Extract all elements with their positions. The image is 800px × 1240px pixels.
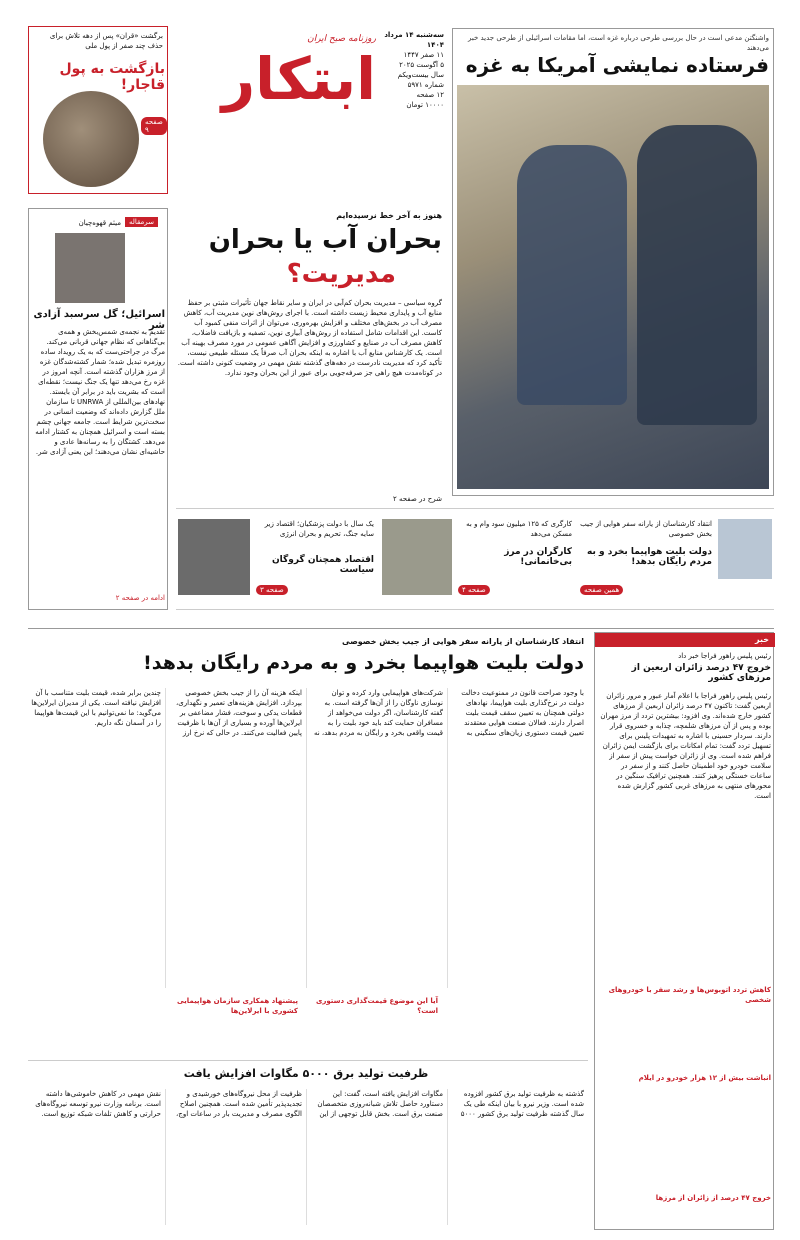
teaser-workers-text: کارگری که ۱۲۵ میلیون سود وام و به مسکن می‌دهد: [466, 520, 572, 538]
electricity-article: [28, 1060, 588, 1231]
year-label: سال بیست‌ویکم: [397, 71, 444, 79]
editorial-column[interactable]: [28, 208, 168, 610]
news-body-cont: [599, 999, 771, 1069]
teaser-economy[interactable]: [176, 515, 376, 603]
news-label: خبر: [595, 633, 775, 647]
teaser-flight[interactable]: [580, 515, 774, 603]
column-label: سرمقاله: [125, 217, 158, 227]
flight-highlight: آیا این موضوع قیمت‌گذاری دستوری است؟: [315, 997, 438, 1015]
author-photo: [55, 233, 125, 303]
teaser-workers[interactable]: [382, 515, 576, 603]
teaser-flight-headline: دولت بلیت هواپیما بخرد و به مردم رایگان بدهد!: [587, 547, 712, 567]
water-story: [176, 210, 446, 510]
issue-number: شماره ۵۹۷۱: [407, 81, 444, 89]
person-left: [517, 145, 627, 405]
person-right: [637, 125, 757, 425]
flight-kicker: انتقاد کارشناسان از یارانه سفر هوایی از جیب بخش خصوصی: [341, 637, 584, 646]
electricity-body: گذشته به ظرفیت تولید برق کشور افزوده شده است. وزیر نیرو با بیان اینکه طی یک سال گذشته ظرفیت تولید برق کشور ۵۰۰۰ مگاوات افزایش یافته است، گفت: این دستاورد حاصل تلاش شبانه‌روزی متخصصان صنعت برق است. بخش قابل توجهی از این ظرفیت از محل نیروگاه‌های خورشیدی و تجدیدپذیر تأمین شده است. همچنین اصلاح الگوی مصرف و مدیریت بار در ساعات اوج، نقش مهمی در کاهش خاموشی‌ها داشته است. برنامه وزارت نیرو توسعه نیروگاه‌های حرارتی و کاهش تلفات شبکه توزیع است.: [35, 1090, 584, 1118]
teaser-flight-page[interactable]: همین صفحه: [580, 585, 623, 595]
teaser-economy-image: [178, 519, 250, 595]
news-body: رئیس پلیس راهور فراجا با اعلام آمار عبور و مرور زائران اربعین گفت: تاکنون ۴۷ درصد زائران اربعین از مرزهای کشور خارج شده‌اند. وی افزود: بیشترین تردد از مرز مهران بوده و پس از آن مرزهای شلمچه، چذابه و خسروی قرار دارند. سردار حسینی با اشاره به تمهیدات پلیس برای تسهیل تردد گفت: تمام امکانات برای بازگشت ایمن زائران فراهم شده است. وی از زائران خواست پیش از سفر از سلامت خودرو خود اطمینان حاصل کنند و از سفر در ساعات خستگی پرهیز کنند. همچنین ترافیک سنگین در محورهای منتهی به مرزهای غربی کشور گزارش شده است.: [600, 692, 771, 800]
news-sub-3: خروج ۴۷ درصد از زائران از مرزها: [655, 1194, 771, 1202]
teaser-economy-text: یک سال با دولت پزشکیان؛ اقتصاد زیر سایه جنگ، تحریم و بحران انرژی: [264, 520, 374, 538]
teaser-flight-text: انتقاد کارشناسان از یارانه سفر هوایی از جیب بخش خصوصی: [580, 520, 712, 538]
column-author: میثم قهوه‌چیان: [78, 219, 121, 227]
flight-body: با وجود صراحت قانون در ممنوعیت دخالت دولت در نرخ‌گذاری بلیت هواپیما، نهادهای دولتی همچنان به تعیین سقف قیمت بلیت اصرار دارند. فعالان صنعت هوایی معتقدند تعیین قیمت دستوری زیان‌های سنگینی به شرکت‌های هواپیمایی وارد کرده و توان نوسازی ناوگان را از آن‌ها گرفته است. به گفته کارشناسان، اگر دولت می‌خواهد از مسافران حمایت کند باید خود بلیت را به قیمت واقعی بخرد و رایگان به مردم بدهد، نه اینکه هزینه آن را از جیب بخش خصوصی بپردازد. افزایش هزینه‌های تعمیر و نگهداری، قطعات یدکی و سوخت، فشار مضاعفی بر ایرلاین‌ها آورده و بسیاری از آن‌ها با ظرفیت پایین فعالیت می‌کنند. در حالی که نرخ ارز چندین برابر شده، قیمت بلیت متناسب با آن افزایش نیافته است. یکی از مدیران ایرلاین‌ها می‌گوید: ما نمی‌توانیم با این قیمت‌ها هواپیما را در آسمان نگه داریم.: [31, 689, 584, 737]
water-body: گروه سیاسی – مدیریت بحران کم‌آبی در ایران و سایر نقاط جهان تأثیرات مثبتی بر حفظ منابع آب و پایداری محیط زیست داشته است. با اجرای روش‌های نوین مدیریت آب، کاهش مصرف آب در بخش‌های مختلف و افزایش بهره‌وری، می‌توان از اثرات منفی کمبود آب کاست. این اقدامات شامل استفاده از روش‌های آبیاری نوین، تصفیه و بازیافت فاضلاب، کاهش مصرف آب در صنایع و کشاورزی و افزایش آگاهی عمومی در مورد مصرف بهینه آب است. یک کارشناس منابع آب با اشاره به اینکه بحران آب صرفاً یک مسئله طبیعی نیست، تأکید کرد که مدیریت نادرست در دهه‌های گذشته نقش مهمی در وضعیت کنونی داشته است. در کوتاه‌مدت هیچ راهی جز صرفه‌جویی برای عبور از این بحران وجود ندارد.: [177, 299, 442, 377]
flight-headline: دولت بلیت هواپیما بخرد و به مردم رایگان بدهد!: [143, 652, 584, 674]
column-body: تقدیم به نجمه‌ی شمس‌بخش و همه‌ی بی‌گناهانی که نظام جهانی قربانی می‌کند. مرگ در جراحتی‌ست که به یک رویداد ساده روزمره تبدیل شده؛ شمار کشته‌شدگان غزه از مرز هزاران گذشته است. آنچه امروز در غزه رخ می‌دهد تنها یک جنگ نیست؛ نقطه‌ای است که بشریت باید در برابر آن بایستد. نهادهای بین‌المللی از UNRWA تا سازمان ملل گزارش داده‌اند که وضعیت انسانی در سخت‌ترین شرایط است. جامعه جهانی چشم بسته است و اسرائیل همچنان به کشتار ادامه می‌دهد. کشتگان را به رسانه‌ها عادی و حاشیه‌ای نشان می‌دهند؛ این یعنی آزادی شر.: [35, 328, 165, 456]
coin-headline: بازگشت به پول قاجار!: [59, 61, 165, 93]
news-sub-1: کاهش تردد اتوبوس‌ها و رشد سفر با خودروهای شخصی: [608, 986, 771, 1004]
page-count: ۱۲ صفحه: [416, 91, 444, 99]
gaza-headline: فرستاده نمایشی آمریکا به غزه: [465, 53, 769, 77]
teaser-workers-page[interactable]: صفحه ۴: [458, 585, 490, 595]
teaser-flight-image: [718, 519, 772, 579]
water-kicker: هنوز به آخر خط نرسیده‌ایم: [336, 211, 442, 220]
water-link[interactable]: شرح در صفحه ۲: [393, 495, 442, 503]
teasers-row: [176, 508, 774, 610]
price: ۱۰۰۰۰ تومان: [406, 101, 444, 109]
date-persian: سه‌شنبه ۱۴ مرداد ۱۴۰۴: [384, 31, 444, 49]
teaser-workers-image: [382, 519, 452, 595]
teaser-economy-page[interactable]: صفحه ۳: [256, 585, 288, 595]
gaza-photo: [457, 85, 769, 489]
coin-image: [43, 91, 139, 187]
logo: ابتکار: [221, 45, 376, 113]
masthead: [176, 26, 446, 206]
teaser-workers-headline: کارگران در مرز بی‌خانمانی!: [504, 547, 572, 567]
electricity-headline: ظرفیت تولید برق ۵۰۰۰ مگاوات افزایش یافت: [183, 1067, 429, 1080]
water-headline-2: مدیریت؟: [286, 259, 396, 289]
date-hijri: ۱۱ صفر ۱۴۴۷: [403, 51, 444, 59]
news-sub-2: انباشت بیش از ۱۲ هزار خودرو در ایلام: [638, 1074, 771, 1082]
water-headline-1: بحران آب یا بحران: [208, 225, 442, 255]
news-sidebar: [594, 632, 774, 1230]
column-title: اسرائیل؛ گل سرسبد آزادی شر: [33, 309, 165, 331]
news-kicker: رئیس پلیس راهور فراجا خبر داد: [678, 652, 771, 660]
issue-info: [376, 30, 444, 110]
coin-page-badge[interactable]: صفحه ۹: [141, 117, 167, 135]
gaza-kicker: واشنگتن مدعی است در حال بررسی طرحی درباره غزه است، اما مقامات اسرائیلی از طرحی جدید خبر می‌دهند: [467, 34, 769, 52]
gaza-story[interactable]: [452, 28, 774, 496]
flight-pullquote: پیشنهاد همکاری سازمان هواپیمایی کشوری با ایرلاین‌ها: [177, 997, 298, 1015]
teaser-economy-headline: اقتصاد همچنان گروگان سیاست: [271, 555, 374, 575]
coin-teaser: برگشت «قران» پس از دهه تلاش برای حذف چند صفر از پول ملی: [49, 32, 163, 50]
flight-article: [28, 636, 588, 1056]
logo-subtitle: روزنامه صبح ایران: [307, 34, 376, 44]
news-headline: خروج ۴۷ درصد زائران اربعین از مرزهای کشور: [631, 663, 771, 683]
column-link[interactable]: ادامه در صفحه ۲: [115, 594, 165, 602]
section-divider: [28, 628, 774, 629]
date-gregorian: ۵ آگوست ۲۰۲۵: [399, 61, 444, 69]
coin-box[interactable]: [28, 26, 168, 194]
